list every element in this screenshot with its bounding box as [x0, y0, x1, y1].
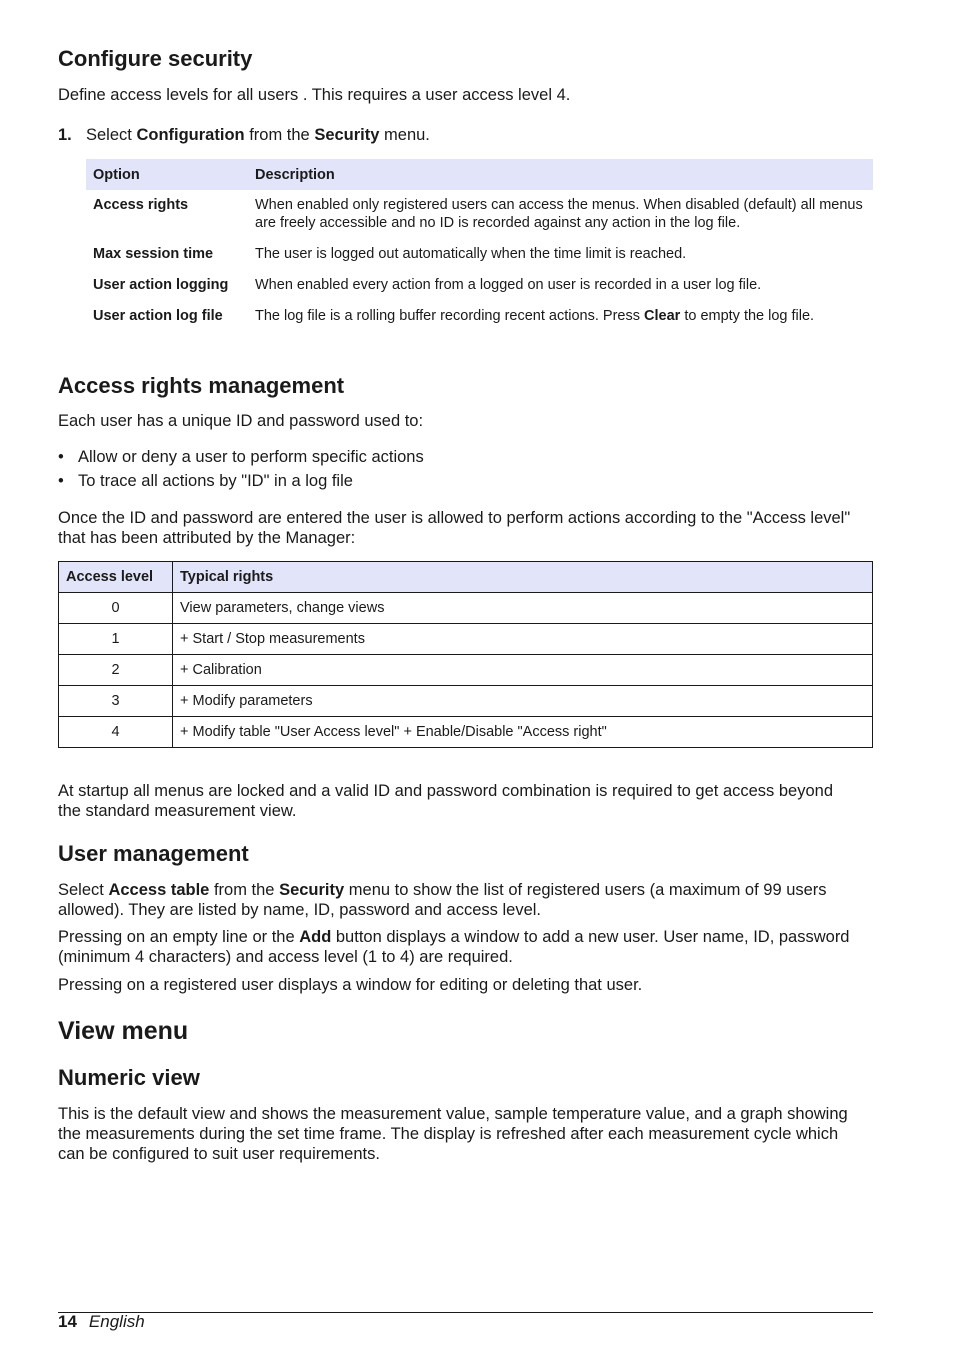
- option-description: When enabled only registered users can access the menus. When disabled (default) all menus are freely accessible and no ID is recorded against any action in the log file.: [255, 197, 863, 231]
- bullet-icon: •: [58, 448, 64, 466]
- user-management-heading: User management: [58, 841, 249, 866]
- bullet-icon: •: [58, 472, 64, 490]
- table-row: [86, 190, 873, 239]
- access-level-value: 3: [59, 686, 173, 717]
- options-table: [86, 159, 873, 332]
- typical-rights-value: + Start / Stop measurements: [173, 624, 873, 655]
- footer-language: English: [88, 1312, 145, 1331]
- page-footer: [58, 1312, 145, 1332]
- list-item: • Allow or deny a user to perform specific actions: [58, 448, 424, 466]
- table-row: [86, 301, 873, 332]
- user-management-p1: Select Access table from the Security menu to show the list of registered users (a maximum of 99 users allowed). They are listed by name, ID, password and access level.: [58, 881, 827, 919]
- typical-rights-value: + Calibration: [173, 655, 873, 686]
- numeric-view-para: This is the default view and shows the measurement value, sample temperature value, and a graph showing the measurements during the set time frame. The display is refreshed after each measurement cycle which can be configured to suit user requirements.: [58, 1105, 848, 1163]
- table-row: [59, 717, 873, 748]
- typical-rights-value: View parameters, change views: [173, 593, 873, 624]
- header-description: Description: [248, 159, 873, 190]
- step-number: 1.: [58, 126, 72, 144]
- configure-security-intro: Define access levels for all users . This requires a user access level 4.: [58, 86, 571, 104]
- table-row: [86, 270, 873, 301]
- access-level-table: [58, 561, 873, 748]
- table-row: [59, 655, 873, 686]
- options-table-header: [86, 159, 873, 190]
- table-row: [59, 593, 873, 624]
- typical-rights-value: + Modify table "User Access level" + Enable/Disable "Access right": [173, 717, 873, 748]
- header-typical-rights: Typical rights: [173, 562, 873, 593]
- view-menu-heading: View menu: [58, 1017, 189, 1045]
- typical-rights-value: + Modify parameters: [173, 686, 873, 717]
- configure-security-heading: Configure security: [58, 46, 253, 71]
- page-number: 14: [58, 1312, 77, 1331]
- option-name: User action logging: [93, 277, 229, 293]
- option-name: User action log file: [93, 308, 223, 324]
- access-rights-bullets: [58, 447, 424, 495]
- option-description: When enabled every action from a logged on user is recorded in a user log file.: [255, 277, 762, 293]
- table-row: [86, 239, 873, 270]
- option-name: Access rights: [93, 197, 189, 213]
- access-level-value: 1: [59, 624, 173, 655]
- step-1: 1. Select Configuration from the Security menu.: [58, 126, 430, 144]
- access-table-header: [59, 562, 873, 593]
- access-level-para: Once the ID and password are entered the user is allowed to perform actions according to the "Access level" that has been attributed by the Manager:: [58, 509, 851, 547]
- startup-para: At startup all menus are locked and a valid ID and password combination is required to get access beyond the standard measurement view.: [58, 782, 834, 820]
- user-management-p2: Pressing on an empty line or the Add button displays a window to add a new user. User name, ID, password (minimum 4 characters) and access level (1 to 4) are required.: [58, 928, 850, 966]
- user-management-p3: Pressing on a registered user displays a window for editing or deleting that user.: [58, 976, 643, 994]
- numeric-view-heading: Numeric view: [58, 1065, 200, 1090]
- table-row: [59, 624, 873, 655]
- access-rights-heading: Access rights management: [58, 373, 345, 398]
- option-description: The user is logged out automatically when the time limit is reached.: [255, 246, 687, 262]
- access-level-value: 4: [59, 717, 173, 748]
- table-row: [59, 686, 873, 717]
- footer-divider: [58, 1312, 873, 1313]
- option-name: Max session time: [93, 246, 214, 262]
- list-item: • To trace all actions by "ID" in a log file: [58, 472, 353, 490]
- access-level-value: 2: [59, 655, 173, 686]
- access-rights-intro: Each user has a unique ID and password used to:: [58, 412, 424, 430]
- option-description: The log file is a rolling buffer recording recent actions. Press Clear to empty the log file.: [255, 308, 815, 324]
- header-option: Option: [86, 159, 248, 190]
- access-level-value: 0: [59, 593, 173, 624]
- header-access-level: Access level: [59, 562, 173, 593]
